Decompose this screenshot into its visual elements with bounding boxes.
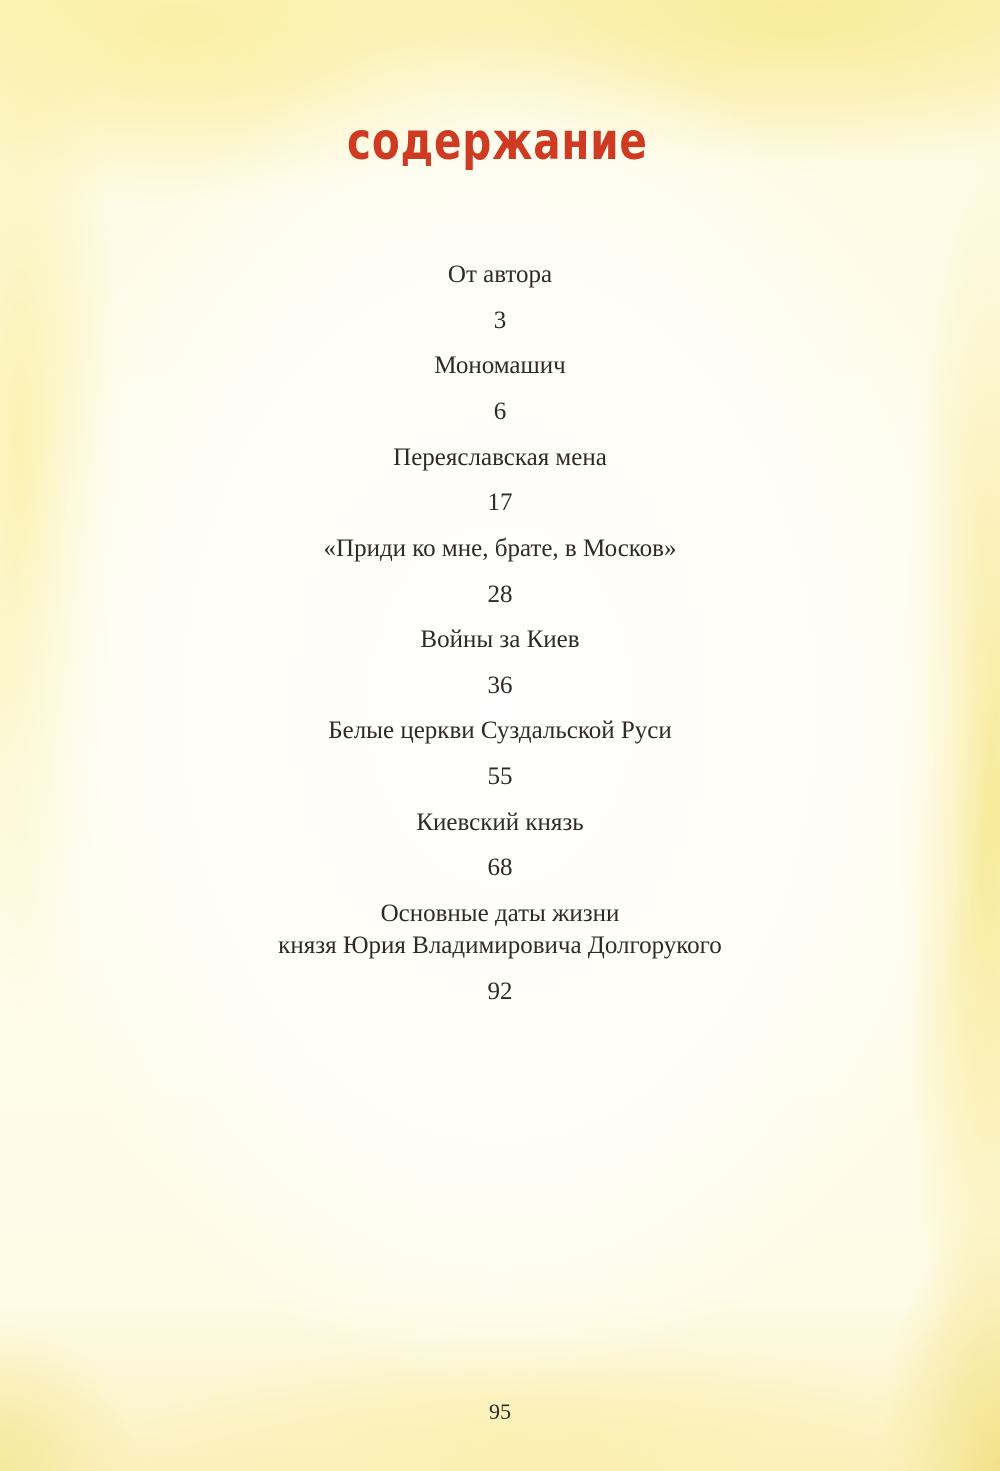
toc-entry-page: 17	[487, 489, 513, 516]
toc-entry-title-line1: Основные даты жизни	[380, 900, 620, 927]
toc-entry-page: 68	[487, 854, 513, 881]
toc-entry-title: От автора	[447, 261, 553, 288]
toc-entry-page: 6	[493, 398, 507, 425]
contents-title: содержание	[347, 112, 648, 172]
toc-entry-page: 36	[487, 672, 513, 699]
toc-entry-page: 3	[493, 307, 507, 334]
toc-entry-title: Войны за Киев	[420, 626, 580, 653]
toc-entry-title: Киевский князь	[416, 809, 584, 836]
toc-entry-title-line2: князя Юрия Владимировича Долгорукого	[278, 932, 722, 959]
toc-entry-page: 28	[487, 581, 513, 608]
toc-entry-title: «Приди ко мне, брате, в Москов»	[323, 535, 677, 562]
toc-entry-title: Белые церкви Суздальской Руси	[328, 717, 672, 744]
toc-entry-page: 55	[487, 763, 513, 790]
page-number: 95	[489, 1399, 511, 1424]
toc-entry-title: Переяславская мена	[393, 444, 607, 471]
toc-entry-page: 92	[487, 978, 513, 1005]
toc-entry-title: Мономашич	[434, 352, 566, 379]
